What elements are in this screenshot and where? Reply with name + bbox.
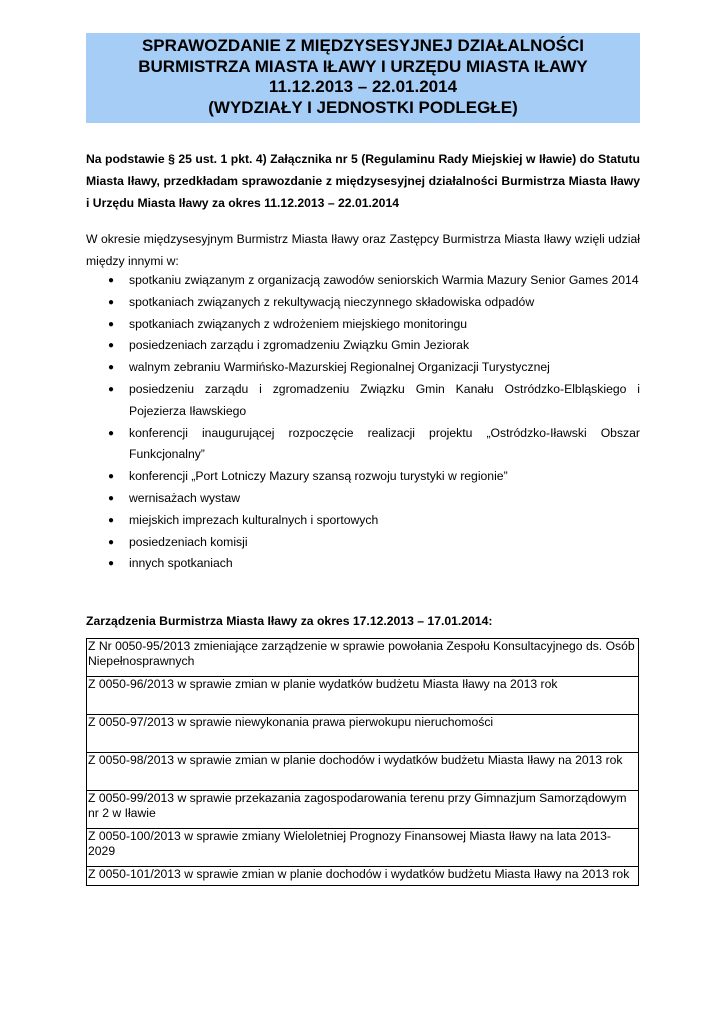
list-item-text: innych spotkaniach [129, 556, 233, 571]
list-item-text: spotkaniu związanym z organizacją zawodów seniorskich Warmia Mazury Senior Games 2014 [129, 273, 639, 287]
list-item-text: spotkaniach związanych z rekultywacją nieczynnego składowiska odpadów [129, 294, 535, 309]
list-item [86, 379, 640, 423]
table-cell: Z Nr 0050-95/2013 zmieniające zarządzenie w sprawie powołania Zespołu Konsultacyjnego ds. Osób Niepełnosprawnych [87, 639, 639, 677]
list-item [86, 510, 640, 532]
bullet-icon: ● [108, 340, 115, 352]
table-row [87, 791, 639, 829]
orders-heading: Zarządzenia Burmistrza Miasta Iławy za okres 17.12.2013 – 17.01.2014: [86, 614, 493, 628]
report-title-box [86, 33, 640, 123]
bullet-icon: ● [108, 536, 115, 548]
bullet-icon: ● [108, 471, 115, 483]
list-item [86, 532, 640, 554]
table-row [87, 639, 639, 677]
list-item-text: posiedzeniach zarządu i zgromadzeniu Związku Gmin Jeziorak [129, 338, 470, 353]
table-row [87, 829, 639, 867]
activities-paragraph: W okresie międzysesyjnym Burmistrz Miasta Iławy oraz Zastępcy Burmistrza Miasta Iławy wzięli udział między innymi w: [86, 232, 640, 268]
list-item-text: walnym zebraniu Warmińsko-Mazurskiej Regionalnej Organizacji Turystycznej [129, 360, 550, 375]
bullet-icon: ● [108, 558, 115, 570]
bullet-icon: ● [108, 383, 115, 395]
list-item [86, 292, 640, 314]
list-item [86, 553, 640, 575]
activities-list [86, 270, 640, 575]
list-item [86, 423, 640, 467]
bullet-icon: ● [108, 362, 115, 374]
list-item-text: spotkaniach związanych z wdrożeniem miejskiego monitoringu [129, 316, 468, 331]
list-item-text: miejskich imprezach kulturalnych i sportowych [129, 512, 379, 527]
report-title-line-2: BURMISTRZA MIASTA IŁAWY I URZĘDU MIASTA IŁAWY [138, 56, 588, 76]
table-cell: Z 0050-98/2013 w sprawie zmian w planie dochodów i wydatków budżetu Miasta Iławy na 2013 rok [87, 753, 639, 791]
bullet-icon: ● [108, 318, 115, 330]
table-cell: Z 0050-99/2013 w sprawie przekazania zagospodarowania terenu przy Gimnazjum Samorządowym nr 2 w Iławie [87, 791, 639, 829]
list-item-text: posiedzeniu zarządu i zgromadzeniu Związku Gmin Kanału Ostródzko-Elbląskiego i Pojezierza Iławskiego [129, 381, 640, 418]
list-item [86, 335, 640, 357]
orders-table [86, 638, 639, 886]
list-item-text: posiedzeniach komisji [129, 534, 248, 549]
table-row [87, 715, 639, 753]
report-title-line-4: (WYDZIAŁY I JEDNOSTKI PODLEGŁE) [208, 97, 518, 117]
table-row [87, 867, 639, 886]
list-item [86, 466, 640, 488]
list-item-text: konferencji inaugurującej rozpoczęcie realizacji projektu „Ostródzko-Iławski Obszar Funkcjonalny” [129, 425, 640, 462]
bullet-icon: ● [108, 514, 115, 526]
intro-paragraph: Na podstawie § 25 ust. 1 pkt. 4) Załącznika nr 5 (Regulaminu Rady Miejskiej w Iławie) do Statutu Miasta Iławy, przedkładam sprawozdanie z międzysesyjnej działalności Burmistrza Miasta Iławy i Urzędu Miasta Iławy za okres 11.12.2013 – 22.01.2014 [86, 152, 640, 210]
list-item-text: konferencji „Port Lotniczy Mazury szansą rozwoju turystyki w regionie” [129, 469, 508, 484]
table-cell: Z 0050-96/2013 w sprawie zmian w planie wydatków budżetu Miasta Iławy na 2013 rok [87, 677, 639, 715]
list-item [86, 488, 640, 510]
table-cell: Z 0050-100/2013 w sprawie zmiany Wieloletniej Prognozy Finansowej Miasta Iławy na lata 2013-2029 [87, 829, 639, 867]
list-item [86, 314, 640, 336]
list-item [86, 270, 640, 292]
table-cell: Z 0050-101/2013 w sprawie zmian w planie dochodów i wydatków budżetu Miasta Iławy na 2013 rok [87, 867, 639, 886]
bullet-icon: ● [108, 275, 115, 286]
list-item-text: wernisażach wystaw [129, 490, 241, 505]
bullet-icon: ● [108, 427, 115, 439]
report-title-line-1: SPRAWOZDANIE Z MIĘDZYSESYJNEJ DZIAŁALNOŚCI [141, 36, 585, 55]
bullet-icon: ● [108, 296, 115, 308]
table-row [87, 677, 639, 715]
table-row [87, 753, 639, 791]
table-cell: Z 0050-97/2013 w sprawie niewykonania prawa pierwokupu nieruchomości [87, 715, 639, 753]
list-item [86, 357, 640, 379]
report-title-line-3: 11.12.2013 – 22.01.2014 [268, 77, 458, 96]
bullet-icon: ● [108, 492, 115, 504]
